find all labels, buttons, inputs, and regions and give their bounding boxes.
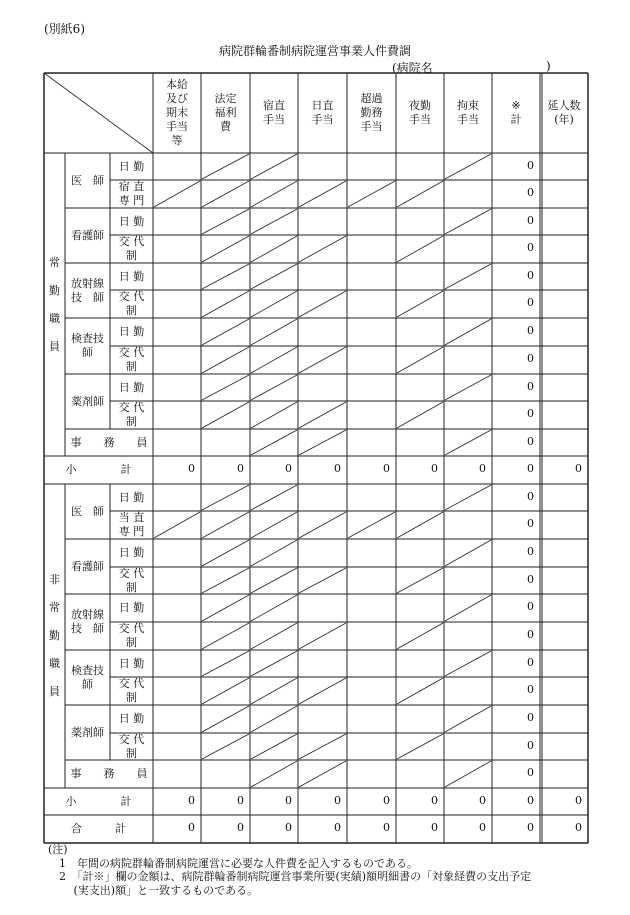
subtotal-value: 0 <box>383 793 390 807</box>
struck-cell <box>251 485 297 510</box>
struck-cell <box>251 154 297 179</box>
struck-cell <box>348 181 395 207</box>
struck-cell <box>397 402 443 428</box>
struck-cell <box>251 678 297 704</box>
grand-total-value: 0 <box>527 821 534 834</box>
shift-type-label: 日 勤 <box>118 325 145 338</box>
struck-cell <box>299 678 346 704</box>
grand-total-value: 0 <box>431 821 438 834</box>
subtotal-value: 0 <box>285 462 292 475</box>
staff-group-label: 医 師 <box>71 504 104 518</box>
staff-group-label: 放射線 技 師 <box>71 276 104 304</box>
struck-cell <box>251 291 297 317</box>
subtotal-value: 0 <box>527 793 534 807</box>
struck-cell <box>202 734 249 759</box>
struck-cell <box>202 623 249 649</box>
struck-cell <box>397 291 443 317</box>
row-total: 0 <box>527 766 534 779</box>
shift-type-label: 交 代 制 <box>118 235 145 262</box>
staff-group-label: 検査技 師 <box>71 663 104 691</box>
staff-group-label: 薬剤師 <box>71 725 104 739</box>
subtotal-value: 0 <box>575 793 582 807</box>
struck-cell <box>299 568 346 593</box>
row-total: 0 <box>527 296 534 309</box>
struck-cell <box>445 264 491 289</box>
row-total: 0 <box>527 158 534 172</box>
section-label: 常 勤 職 員 <box>49 255 60 353</box>
row-total: 0 <box>527 352 534 365</box>
row-total: 0 <box>527 572 534 586</box>
struck-cell <box>348 512 395 538</box>
subtotal-value: 0 <box>237 793 244 807</box>
struck-cell <box>251 402 297 428</box>
subtotal-value: 0 <box>479 793 486 807</box>
struck-cell <box>251 375 297 400</box>
struck-cell <box>202 485 249 510</box>
struck-cell <box>397 734 443 759</box>
grand-total-value: 0 <box>575 821 582 834</box>
struck-cell <box>251 761 297 787</box>
shift-type-label: 交 代 制 <box>118 566 145 594</box>
shift-type-label: 日 勤 <box>118 601 145 614</box>
row-total: 0 <box>527 407 534 420</box>
struck-cell <box>202 651 249 676</box>
hospital-name-close: ) <box>546 59 551 73</box>
struck-cell <box>202 512 249 538</box>
struck-cell <box>202 154 249 179</box>
subtotal-label: 小 計 <box>65 794 132 808</box>
column-header: 拘束 手当 <box>457 99 479 126</box>
row-total: 0 <box>527 379 534 393</box>
grand-total-value: 0 <box>188 821 195 834</box>
struck-cell <box>445 319 491 345</box>
notes <box>48 843 531 897</box>
shift-type-label: 交 代 制 <box>118 677 145 704</box>
column-header: 超過 勤務 手当 <box>360 92 383 133</box>
struck-cell <box>202 375 249 400</box>
column-header: 本給 及び 期末 手当 等 <box>166 78 188 147</box>
struck-cell <box>445 485 491 510</box>
subtotal-value: 0 <box>285 793 292 807</box>
struck-cell <box>202 678 249 704</box>
struck-cell <box>202 264 249 289</box>
shift-type-label: 日 勤 <box>118 380 145 394</box>
shift-type-label: 交 代 制 <box>118 401 145 428</box>
subtotal-label: 小 計 <box>65 463 132 476</box>
struck-cell <box>251 540 297 566</box>
struck-cell <box>202 236 249 262</box>
struck-cell <box>251 651 297 676</box>
struck-cell <box>397 512 443 538</box>
struck-cell <box>202 347 249 373</box>
struck-cell <box>202 540 249 566</box>
staff-group-label: 検査技 師 <box>71 332 104 359</box>
note-line: (実支出)額」と一致するものである。 <box>48 883 259 897</box>
subtotal-value: 0 <box>479 462 486 475</box>
row-total: 0 <box>527 738 534 752</box>
column-header: 法定 福利 費 <box>214 92 237 133</box>
staff-group-label: 薬剤師 <box>71 394 104 408</box>
struck-cell <box>397 181 443 207</box>
row-total: 0 <box>527 241 534 254</box>
shift-type-label: 交 代 制 <box>118 732 145 760</box>
struck-cell <box>251 512 297 538</box>
struck-cell <box>299 291 346 317</box>
shift-type-label: 日 勤 <box>118 546 145 559</box>
struck-cell <box>445 651 491 676</box>
row-total: 0 <box>527 489 534 503</box>
row-total: 0 <box>527 628 534 641</box>
row-total: 0 <box>527 186 534 199</box>
row-total: 0 <box>527 545 534 558</box>
struck-cell <box>299 734 346 759</box>
struck-cell <box>251 430 297 455</box>
row-total: 0 <box>527 268 534 282</box>
shift-type-label: 日 勤 <box>118 214 145 228</box>
row-total: 0 <box>527 711 534 724</box>
struck-cell <box>202 595 249 621</box>
shift-type-label: 日 勤 <box>118 159 145 173</box>
struck-cell <box>445 430 491 455</box>
subtotal-value: 0 <box>431 462 438 475</box>
staff-group-label: 看護師 <box>71 559 104 573</box>
shift-type-label: 交 代 制 <box>118 290 145 317</box>
row-total: 0 <box>527 600 534 613</box>
struck-cell <box>397 236 443 262</box>
row-total: 0 <box>527 434 534 448</box>
row-total: 0 <box>527 213 534 227</box>
row-total: 0 <box>527 324 534 337</box>
hospital-name-label: (病院名 <box>392 61 433 75</box>
struck-cell <box>397 347 443 373</box>
grand-total-label: 合 計 <box>71 822 126 835</box>
struck-cell <box>251 209 297 234</box>
row-total: 0 <box>527 517 534 530</box>
struck-cell <box>445 595 491 621</box>
subtotal-value: 0 <box>575 462 582 475</box>
struck-cell <box>251 734 297 759</box>
column-header: 延人数 (年) <box>547 99 581 126</box>
struck-cell <box>202 291 249 317</box>
struck-cell <box>202 706 249 732</box>
note-line: (注) <box>48 843 68 856</box>
staff-group-label: 放射線 技 師 <box>71 608 104 635</box>
subtotal-value: 0 <box>527 462 534 475</box>
shift-type-label: 日 勤 <box>118 269 145 283</box>
subtotal-value: 0 <box>383 462 390 475</box>
struck-cell <box>202 568 249 593</box>
struck-cell <box>445 761 491 787</box>
struck-cell <box>445 209 491 234</box>
struck-cell <box>299 181 346 207</box>
struck-cell <box>251 181 297 207</box>
struck-cell <box>251 319 297 345</box>
shift-type-label: 交 代 制 <box>118 346 145 373</box>
struck-cell <box>251 595 297 621</box>
struck-cell <box>251 236 297 262</box>
struck-cell <box>299 430 346 455</box>
struck-cell <box>202 181 249 207</box>
struck-cell <box>445 540 491 566</box>
struck-cell <box>397 568 443 593</box>
section-label: 非 常 勤 職 員 <box>49 573 60 698</box>
grand-total-value: 0 <box>334 821 341 834</box>
shift-type-label: 交 代 制 <box>118 622 145 649</box>
staff-group-label: 看護師 <box>71 228 104 242</box>
struck-cell <box>445 706 491 732</box>
struck-cell <box>154 512 200 538</box>
shift-type-label: 日 勤 <box>118 490 145 504</box>
struck-cell <box>251 264 297 289</box>
row-total: 0 <box>527 683 534 696</box>
struck-cell <box>299 512 346 538</box>
column-header: ※ 計 <box>510 99 522 126</box>
shift-type-label: 宿 直 専 門 <box>118 180 145 207</box>
staff-group-label: 医 師 <box>71 173 104 187</box>
header-diagonal <box>44 73 153 153</box>
struck-cell <box>397 623 443 649</box>
struck-cell <box>202 209 249 234</box>
subtotal-value: 0 <box>334 462 341 475</box>
subtotal-value: 0 <box>237 462 244 475</box>
struck-cell <box>299 236 346 262</box>
subtotal-value: 0 <box>188 793 195 807</box>
grand-total-value: 0 <box>285 821 292 834</box>
subtotal-value: 0 <box>334 793 341 807</box>
shift-type-label: 日 勤 <box>118 656 145 670</box>
document-label: (別紙6) <box>44 22 85 36</box>
row-total: 0 <box>527 655 534 669</box>
struck-cell <box>299 347 346 373</box>
struck-cell <box>202 402 249 428</box>
struck-cell <box>299 623 346 649</box>
grand-total-value: 0 <box>383 821 390 834</box>
struck-cell <box>299 761 346 787</box>
column-header: 宿直 手当 <box>263 99 285 126</box>
struck-cell <box>445 375 491 400</box>
struck-cell <box>299 402 346 428</box>
grand-total-value: 0 <box>237 821 244 834</box>
struck-cell <box>445 154 491 179</box>
struck-cell <box>251 623 297 649</box>
struck-cell <box>251 347 297 373</box>
column-header: 夜勤 手当 <box>409 99 431 126</box>
clerk-label: 事 務 員 <box>70 767 148 780</box>
note-line: 2 「計※」欄の金額は、病院群輪番制病院運営事業所要(実績)額明細書の「対象経費の支出予定 <box>48 870 532 883</box>
column-header: 日直 手当 <box>311 99 334 126</box>
struck-cell <box>251 568 297 593</box>
struck-cell <box>154 181 200 207</box>
clerk-label: 事 務 員 <box>70 435 148 449</box>
shift-type-label: 当 直 専 門 <box>118 511 145 538</box>
struck-cell <box>251 706 297 732</box>
struck-cell <box>397 678 443 704</box>
document-title: 病院群輪番制病院運営事業人件費調 <box>218 44 411 58</box>
subtotal-value: 0 <box>188 462 195 475</box>
note-line: 1 年間の病院群輪番制病院運営に必要な人件費を記入するものである。 <box>48 856 418 870</box>
struck-cell <box>202 319 249 345</box>
grand-total-value: 0 <box>479 821 486 834</box>
shift-type-label: 日 勤 <box>118 712 145 725</box>
subtotal-value: 0 <box>431 793 438 807</box>
